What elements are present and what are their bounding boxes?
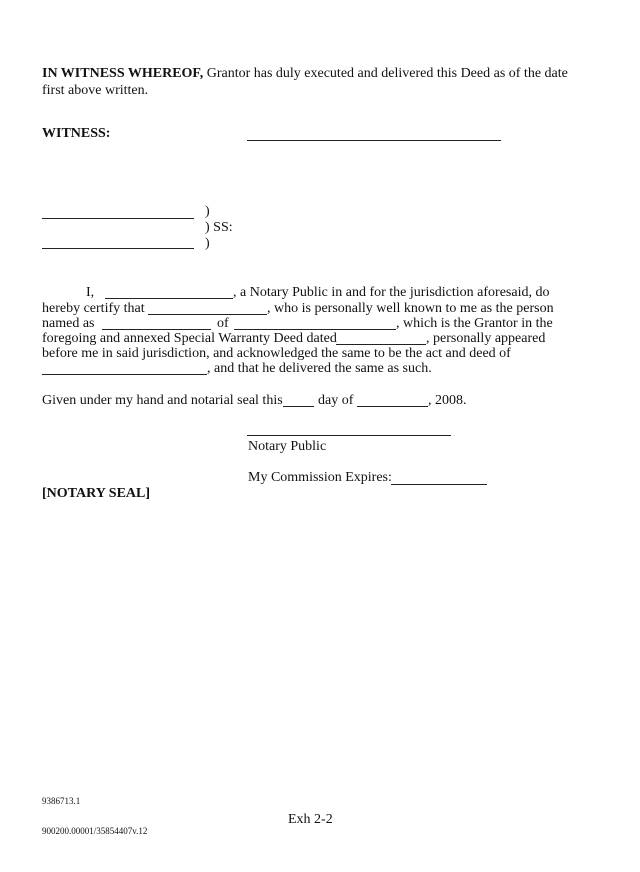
notary-seal-label: [NOTARY SEAL] bbox=[42, 486, 151, 501]
venue-paren-1: ) bbox=[205, 204, 210, 219]
cert-line-1 bbox=[86, 285, 94, 301]
given-month-blank bbox=[357, 406, 428, 407]
commission-blank bbox=[391, 484, 487, 485]
witness-clause-text: Grantor has duly executed and delivered this Deed as of the date bbox=[203, 66, 568, 81]
witness-clause-line1 bbox=[42, 66, 568, 82]
cert-line-6: , and that he delivered the same as such. bbox=[207, 361, 432, 376]
notary-public-label: Notary Public bbox=[248, 439, 327, 454]
given-c: , 2008. bbox=[428, 393, 467, 408]
notary-signature-line bbox=[247, 435, 451, 436]
cert-line-3c: , which is the Grantor in the bbox=[396, 316, 553, 331]
notary-name-blank bbox=[105, 298, 233, 299]
witness-clause-line2: first above written. bbox=[42, 83, 149, 98]
certify-person-blank bbox=[148, 314, 267, 315]
cert-line-1b: , a Notary Public in and for the jurisdiction aforesaid, do bbox=[233, 285, 550, 300]
venue-state-line bbox=[42, 218, 194, 219]
venue-paren-3: ) bbox=[205, 236, 210, 251]
cert-line-2a: hereby certify that bbox=[42, 301, 145, 316]
cert-line-4b: , personally appeared bbox=[426, 331, 546, 346]
commission-label: My Commission Expires: bbox=[248, 470, 392, 485]
cert-line-2b: , who is personally well known to me as the person bbox=[267, 301, 554, 316]
act-deed-blank bbox=[42, 374, 207, 375]
footer-exhibit: Exh 2-2 bbox=[288, 812, 333, 827]
footer-doc-id: 9386713.1 bbox=[42, 796, 81, 806]
deed-date-blank bbox=[336, 344, 426, 345]
given-day-blank bbox=[283, 406, 314, 407]
cert-i: I, bbox=[86, 285, 95, 300]
named-as-blank bbox=[102, 329, 211, 330]
cert-line-5: before me in said jurisdiction, and acknowledged the same to be the act and deed of bbox=[42, 346, 511, 361]
cert-line-3b: of bbox=[217, 316, 229, 331]
given-b: day of bbox=[318, 393, 354, 408]
witness-whereof-bold: IN WITNESS WHEREOF, bbox=[42, 66, 204, 81]
footer-file-ref: 900200.00001/35854407v.12 bbox=[42, 826, 148, 836]
witness-label: WITNESS: bbox=[42, 126, 111, 141]
venue-ss: ) SS: bbox=[205, 220, 233, 235]
given-a: Given under my hand and notarial seal this bbox=[42, 393, 283, 408]
venue-county-line bbox=[42, 248, 194, 249]
cert-line-3a: named as bbox=[42, 316, 95, 331]
witness-signature-line bbox=[247, 140, 501, 141]
cert-line-4a: foregoing and annexed Special Warranty Deed dated bbox=[42, 331, 337, 346]
of-entity-blank bbox=[234, 329, 396, 330]
